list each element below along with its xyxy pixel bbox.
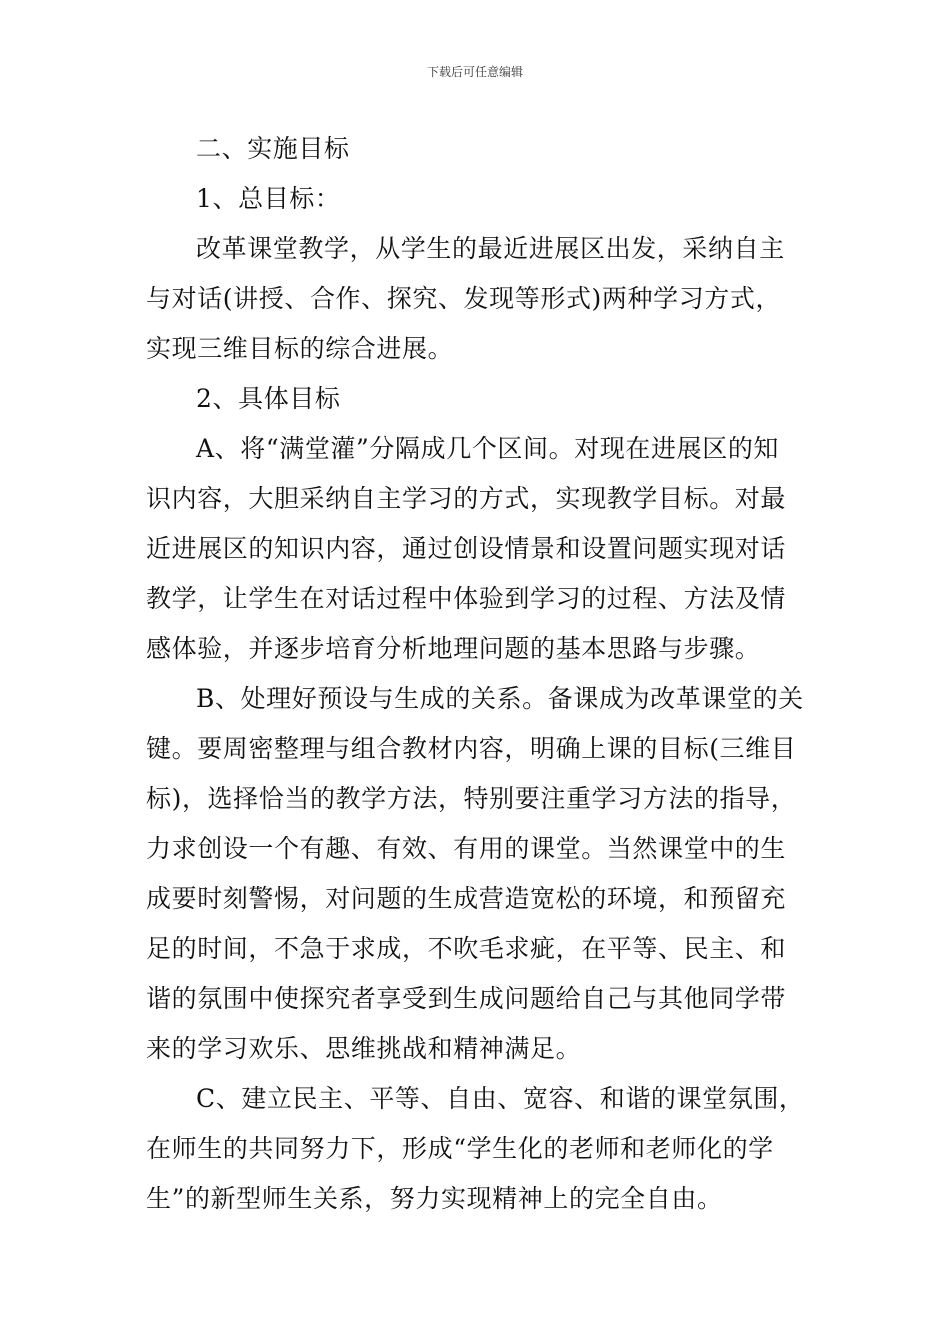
paragraph-line: 成要时刻警惕，对问题的生成营造宽松的环境，和预留充 bbox=[146, 884, 787, 913]
document-body bbox=[146, 124, 814, 1224]
paragraph-line: 足的时间，不急于求成，不吹毛求疵，在平等、民主、和 bbox=[146, 934, 787, 963]
paragraph-line: 在师生的共同努力下，形成“学生化的老师和老师化的学 bbox=[146, 1134, 774, 1163]
header-note: 下载后可任意编辑 bbox=[426, 65, 523, 79]
paragraph-line: 键。要周密整理与组合教材内容，明确上课的目标(三维目 bbox=[146, 734, 797, 763]
paragraph-line: 生”的新型师生关系，努力实现精神上的完全自由。 bbox=[146, 1184, 723, 1213]
subheading-overall-goal: 1、总目标： bbox=[196, 184, 341, 213]
subheading-specific-goals: 2、具体目标 bbox=[196, 384, 341, 413]
paragraph-line: 感体验，并逐步培育分析地理问题的基本思路与步骤。 bbox=[146, 634, 761, 663]
paragraph-line: 识内容，大胆采纳自主学习的方式，实现教学目标。对最 bbox=[146, 484, 787, 513]
paragraph-line: C、建立民主、平等、自由、宽容、和谐的课堂氛围， bbox=[196, 1084, 805, 1113]
paragraph-line: 来的学习欢乐、思维挑战和精神满足。 bbox=[146, 1034, 582, 1063]
paragraph-line: 谐的氛围中使探究者享受到生成问题给自己与其他同学带 bbox=[146, 984, 787, 1013]
paragraph-line: 力求创设一个有趣、有效、有用的课堂。当然课堂中的生 bbox=[146, 834, 787, 863]
section-heading: 二、实施目标 bbox=[196, 134, 350, 163]
paragraph-line: B、处理好预设与生成的关系。备课成为改革课堂的关 bbox=[196, 684, 804, 713]
paragraph-line: 与对话(讲授、合作、探究、发现等形式)两种学习方式， bbox=[146, 284, 782, 313]
paragraph-line: 实现三维目标的综合进展。 bbox=[146, 334, 454, 363]
paragraph-line: 改革课堂教学，从学生的最近进展区出发，采纳自主 bbox=[196, 234, 785, 263]
paragraph-line: A、将“满堂灌”分隔成几个区间。对现在进展区的知 bbox=[196, 434, 780, 463]
paragraph-line: 近进展区的知识内容，通过创设情景和设置问题实现对话 bbox=[146, 534, 787, 563]
paragraph-line: 标)，选择恰当的教学方法，特别要注重学习方法的指导， bbox=[146, 784, 797, 813]
paragraph-line: 教学，让学生在对话过程中体验到学习的过程、方法及情 bbox=[146, 584, 787, 613]
